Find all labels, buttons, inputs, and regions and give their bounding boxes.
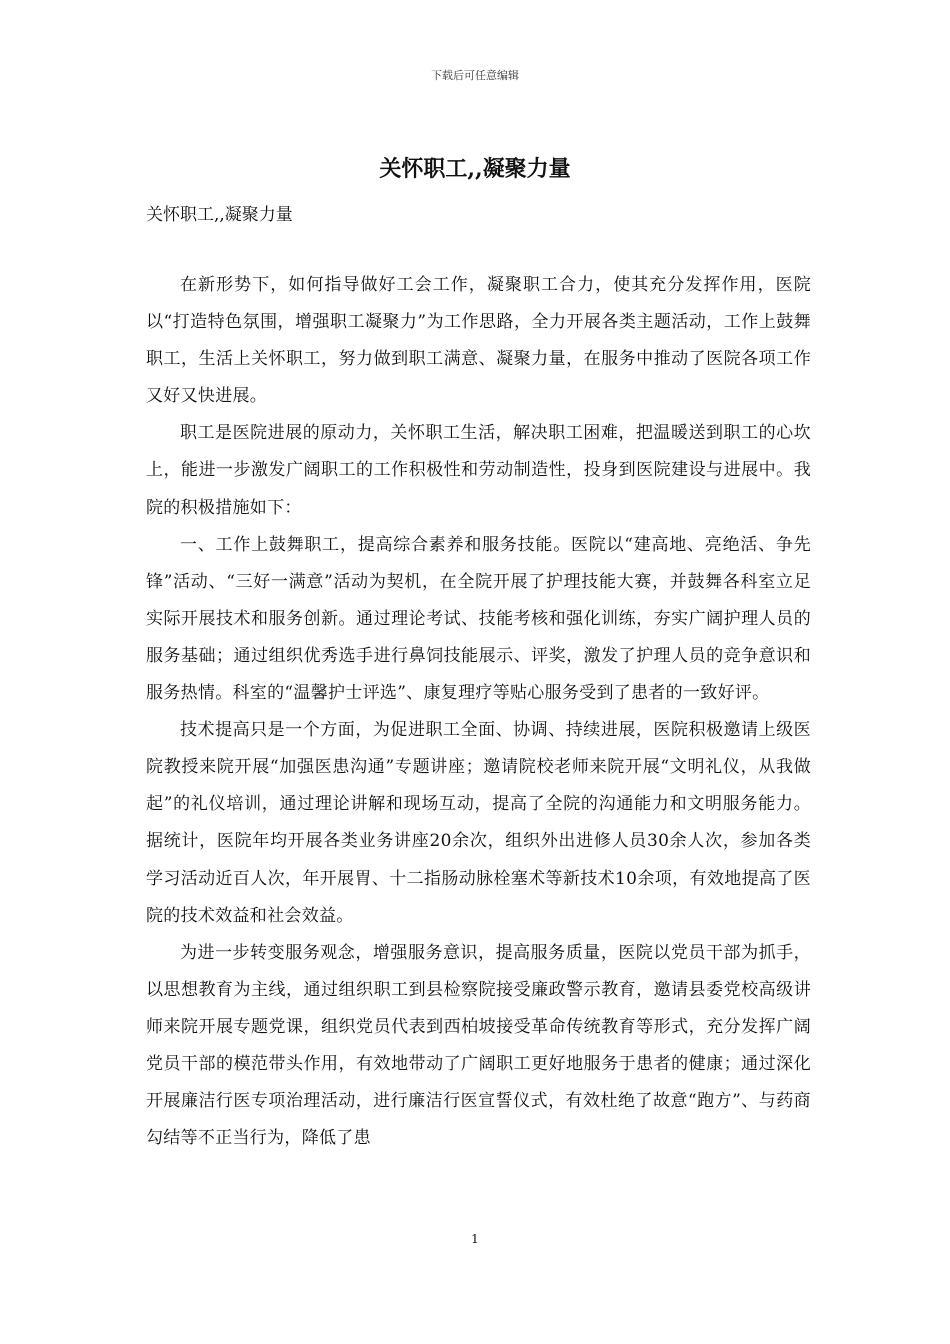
document-subtitle: 关怀职工,,凝聚力量 xyxy=(146,205,293,225)
document-body xyxy=(146,267,811,1157)
page-number: 1 xyxy=(471,1232,479,1246)
page-header-note: 下载后可任意编辑 xyxy=(431,69,519,82)
paragraph: 技术提高只是一个方面，为促进职工全面、协调、持续进展，医院积极邀请上级医院教授来院开展“加强医患沟通”专题讲座；邀请院校老师来院开展“文明礼仪，从我做起”的礼仪培训，通过理论讲解和现场互动，提高了全院的沟通能力和文明服务能力。据统计，医院年均开展各类业务讲座20余次，组织外出进修人员30余人次，参加各类学习活动近百人次，年开展胃、十二指肠动脉栓塞术等新技术10余项，有效地提高了医院的技术效益和社会效益。 xyxy=(146,720,811,926)
document-title: 关怀职工,,凝聚力量 xyxy=(379,156,571,182)
paragraph: 一、工作上鼓舞职工，提高综合素养和服务技能。医院以“建高地、亮绝活、争先锋”活动、“三好一满意”活动为契机，在全院开展了护理技能大赛，并鼓舞各科室立足实际开展技术和服务创新。通过理论考试、技能考核和强化训练，夯实广阔护理人员的服务基础；通过组织优秀选手进行鼻饲技能展示、评奖，激发了护理人员的竞争意识和服务热情。科室的“温馨护士评选”、康复理疗等贴心服务受到了患者的一致好评。 xyxy=(146,534,811,704)
paragraph: 在新形势下，如何指导做好工会工作，凝聚职工合力，使其充分发挥作用，医院以“打造特色氛围，增强职工凝聚力”为工作思路，全力开展各类主题活动，工作上鼓舞职工，生活上关怀职工，努力做到职工满意、凝聚力量，在服务中推动了医院各项工作又好又快进展。 xyxy=(146,275,811,407)
paragraph: 为进一步转变服务观念，增强服务意识，提高服务质量，医院以党员干部为抓手，以思想教育为主线，通过组织职工到县检察院接受廉政警示教育，邀请县委党校高级讲师来院开展专题党课，组织党员代表到西柏坡接受革命传统教育等形式，充分发挥广阔党员干部的模范带头作用，有效地带动了广阔职工更好地服务于患者的健康；通过深化开展廉洁行医专项治理活动，进行廉洁行医宣誓仪式，有效杜绝了故意“跑方”、与药商勾结等不正当行为，降低了患 xyxy=(146,942,811,1149)
paragraph: 职工是医院进展的原动力，关怀职工生活，解决职工困难，把温暖送到职工的心坎上，能进一步激发广阔职工的工作积极性和劳动制造性，投身到医院建设与进展中。我院的积极措施如下： xyxy=(146,423,811,518)
